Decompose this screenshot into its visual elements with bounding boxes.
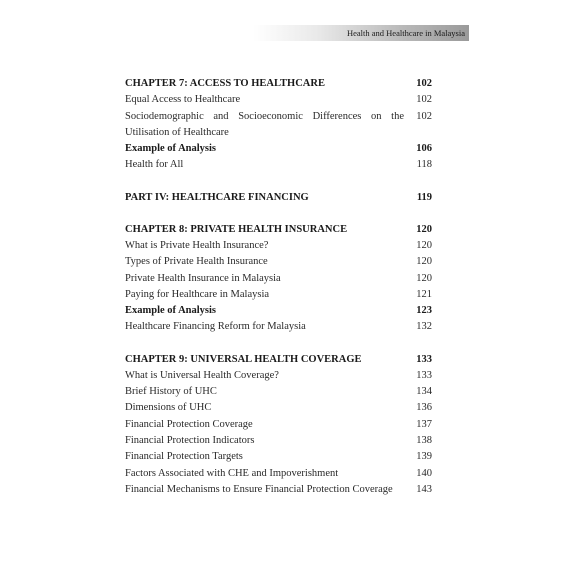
toc-entry [125,384,432,400]
toc-entry-title: Healthcare Financing Reform for Malaysia [125,321,306,333]
toc-entry-page: 123 [416,305,432,317]
toc-entry-page: 118 [416,159,432,171]
toc-entry [125,482,432,498]
toc-entry-title: Example of Analysis [125,305,217,317]
section-gap [125,174,432,190]
toc-entry [125,449,432,465]
toc-entry [125,92,432,108]
toc-entry-title: Paying for Healthcare in Malaysia [125,288,270,300]
toc-entry-page: 121 [416,288,432,300]
toc-entry [125,400,432,416]
toc-entry [125,287,432,303]
toc-entry-title: What is Universal Health Coverage? [125,369,279,381]
toc-entry-title: Dimensions of UHC [125,402,212,414]
toc-entry-page: 120 [416,272,432,284]
toc-entry [125,141,432,157]
toc-entry [125,466,432,482]
toc-entry-page: 140 [416,467,432,479]
toc-entry [125,368,432,384]
toc-entry-page: 120 [416,239,432,251]
toc-entry [125,271,432,287]
toc-heading-page: 133 [416,353,432,365]
toc-entry-title: Financial Protection Coverage [125,418,253,430]
toc-heading-page: 102 [416,78,432,89]
toc-entry-title: Financial Protection Indicators [125,435,255,447]
toc-entry [125,303,432,319]
toc-heading-page: 119 [416,191,432,203]
toc-chapter-heading [125,222,432,238]
toc-entry-title: Financial Mechanisms to Ensure Financial Protection Coverage [125,483,393,495]
toc-entry-page: 139 [416,451,432,463]
toc-heading-title: CHAPTER 8: PRIVATE HEALTH INSURANCE [125,223,348,235]
toc-chapter-heading [125,352,432,368]
table-of-contents [125,76,432,498]
running-title: Health and Healthcare in Malaysia [346,28,465,38]
toc-entry-title: Factors Associated with CHE and Impoverishment [125,467,339,479]
toc-entry-title: Financial Protection Targets [125,451,243,463]
toc-entry-title: Sociodemographic and Socioeconomic Differences on the Utilisation of Healthcare [125,110,404,138]
toc-entry-page: 102 [416,94,432,106]
toc-entry-title: What is Private Health Insurance? [125,239,269,251]
toc-entry-page: 134 [416,386,432,398]
toc-heading-title: CHAPTER 7: ACCESS TO HEALTHCARE [125,78,325,89]
toc-entry-page: 120 [416,256,432,268]
running-header [253,25,469,41]
toc-entry [125,254,432,270]
toc-entry-page: 143 [416,483,432,495]
toc-entry-page: 136 [416,402,432,414]
toc-entry-page: 106 [416,143,432,155]
toc-entry-title: Health for All [125,159,184,171]
toc-entry-title: Equal Access to Healthcare [125,94,241,106]
toc-entry-page: 137 [416,418,432,430]
toc-entry-title: Brief History of UHC [125,386,217,398]
toc-chapter-heading [125,76,432,92]
toc-entry-title: Types of Private Health Insurance [125,256,268,268]
toc-entry-title: Private Health Insurance in Malaysia [125,272,281,284]
toc-entry [125,319,432,335]
toc-entry [125,433,432,449]
toc-entry-page: 133 [416,369,432,381]
section-gap [125,336,432,352]
toc-entry [125,157,432,173]
toc-heading-title: CHAPTER 9: UNIVERSAL HEALTH COVERAGE [125,353,362,365]
toc-part-heading [125,190,432,206]
toc-entry [125,109,432,142]
toc-heading-title: PART IV: HEALTHCARE FINANCING [125,191,309,203]
section-gap [125,206,432,222]
toc-entry-title: Example of Analysis [125,143,217,155]
toc-entry [125,417,432,433]
toc-heading-page: 120 [416,223,432,235]
toc-entry-page: 138 [416,435,432,447]
toc-entry [125,238,432,254]
toc-entry-page: 132 [416,321,432,333]
toc-entry-page: 102 [416,110,432,122]
